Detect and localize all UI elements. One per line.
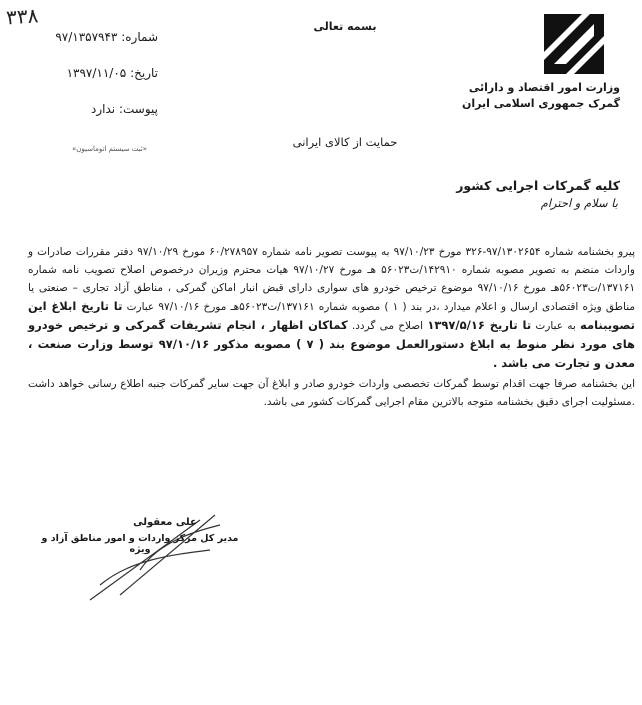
paragraph-1-text-3: اصلاح می گردد.: [351, 320, 424, 332]
letter-heading: بسمه تعالی: [313, 20, 377, 33]
number-label: شماره:: [121, 30, 158, 44]
date-row: [38, 66, 158, 80]
greeting: با سلام و احترام: [540, 196, 618, 210]
paragraph-1-bold-1: تا تاریخ ابلاغ این تصویبنامه: [28, 299, 635, 332]
handwritten-stamp-number: ۳۳۸: [5, 3, 40, 30]
attachment-label: پیوست:: [118, 102, 158, 116]
date-label: تاریخ:: [130, 66, 158, 80]
customs-logo-icon: [542, 12, 606, 76]
ministry-line-1: وزارت امور اقتصاد و دارائی: [468, 81, 620, 94]
signer-name: علی معقولی: [133, 517, 197, 528]
addressee: کلیه گمرکات اجرایی کشور: [456, 178, 620, 193]
attachment-value: ندارد: [91, 102, 116, 116]
system-note: «ثبت سیستم اتوماسیون»: [72, 145, 148, 153]
number-row: [38, 30, 158, 44]
date-value: ۱۳۹۷/۱۱/۰۵: [66, 66, 127, 80]
number-value: ۹۷/۱۳۵۷۹۴۳: [55, 30, 118, 44]
paragraph-1-bold-2: تا تاریخ ۱۳۹۷/۵/۱۶: [427, 318, 532, 332]
paragraph-1: [28, 243, 635, 373]
ministry-line-2: گمرک جمهوری اسلامی ایران: [461, 97, 620, 110]
signer-title: مدیر کل مرکز واردات و امور مناطق آزاد و ویژه: [41, 533, 239, 555]
paragraph-1-bold-3: کماکان اظهار ، انجام تشریفات گمرکی و ترخیص خودرو های مورد نظر منوط به ابلاغ دستورالعمل موضوع بند ( ۷ ) مصوبه مذکور ۹۷/۱۰/۱۶ توسط وزارت صنعت ، معدن و تجارت می باشد .: [28, 318, 635, 370]
attachment-row: [38, 102, 158, 116]
paragraph-1-text-2: به عبارت: [535, 320, 576, 332]
support-slogan: حمایت از کالای ایرانی: [292, 135, 398, 149]
ministry-block: [420, 80, 620, 112]
paragraph-2: این بخشنامه صرفا جهت اقدام توسط گمرکات تخصصی واردات خودرو صادر و ابلاغ آن جهت سایر گمرکات جنبه اطلاع رسانی خواهد داشت .مسئولیت اجرای دقیق بخشنامه متوجه بالاترین مقام اجرایی گمرکات کشور می باشد.: [28, 378, 635, 408]
paragraph-1-text: پیرو بخشنامه شماره ۹۷/۱۳۰۲۶۵۴-۳۲۶ مورخ ۹۷/۱۰/۲۳ به پیوست تصویر نامه شماره ۶۰/۲۷۸۹۵۷ مورخ ۹۷/۱۰/۲۹ دفتر مقررات صادرات و واردات منضم به تصویر مصوبه شماره ۱۴۲۹۱۰/ت۵۶۰۲۳ هـ مورخ ۹۷/۱۰/۲۷ هیات محترم وزیران درخصوص اصلاح تصویب نامه شماره ۱۳۷۱۶۱/ت۵۶۰۲۳هـ مورخ ۹۷/۱۰/۱۶ موضوع ترخیص خودرو های سواری دارای قبض انبار اماکن گمرکی ، مناطق آزاد تجاری – صنعتی یا مناطق ویژه اقتصادی ارسال و اعلام میدارد ،در بند ( ۱ ) مصوبه شماره ۱۳۷۱۶۱/ت۵۶۰۲۳هـ مورخ ۹۷/۱۰/۱۶ عبارت: [28, 246, 636, 313]
letter-body: [28, 243, 635, 413]
